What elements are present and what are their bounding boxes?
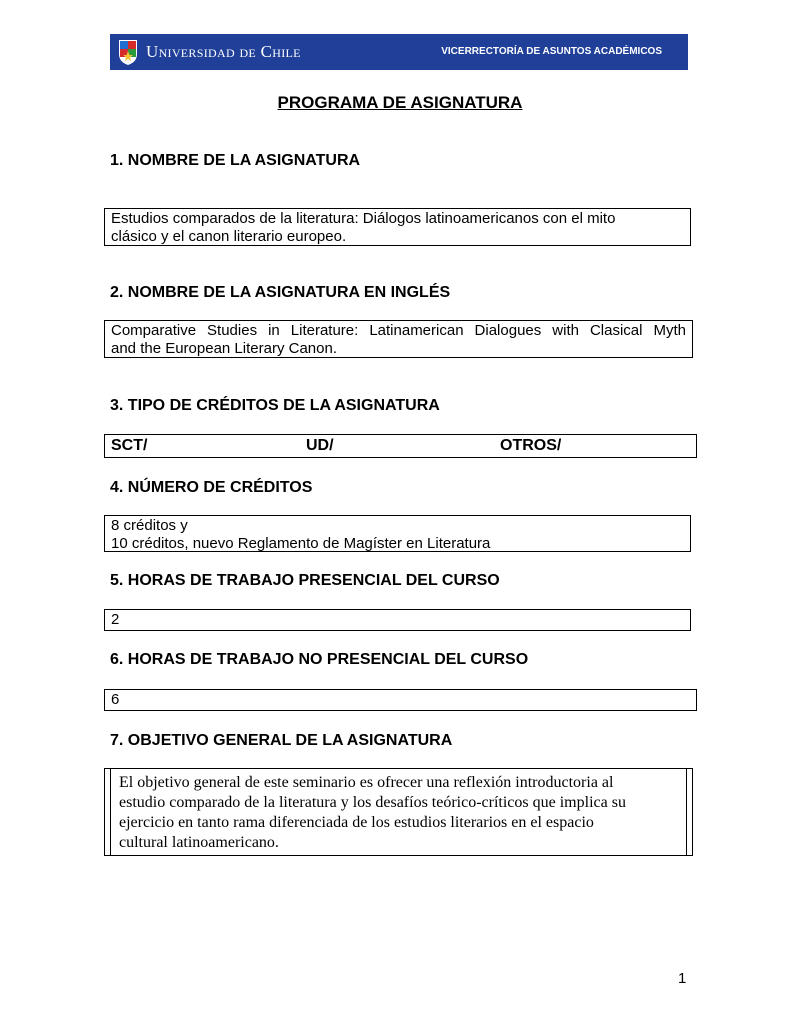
credit-type-sct: SCT/: [111, 437, 148, 454]
section-1-heading: 1. NOMBRE DE LA ASIGNATURA: [110, 152, 361, 169]
general-objective-box: [104, 768, 693, 856]
document-title: PROGRAMA DE ASIGNATURA: [277, 93, 523, 112]
credit-type-ud: UD/: [306, 437, 334, 454]
section-2-heading: 2. NOMBRE DE LA ASIGNATURA EN INGLÉS: [110, 284, 451, 301]
header-banner: [110, 34, 688, 70]
page-number: 1: [678, 970, 687, 987]
course-name-line-1: Estudios comparados de la literatura: Diálogos latinoamericanos con el mito: [111, 210, 616, 227]
course-name-english-box: [104, 320, 693, 358]
section-5-heading: 5. HORAS DE TRABAJO PRESENCIAL DEL CURSO: [110, 572, 500, 589]
contact-hours-value: 2: [111, 611, 120, 628]
credit-number-box: [104, 515, 691, 552]
university-name: Universidad de Chile: [146, 42, 301, 61]
department-name: VICERRECTORÍA DE ASUNTOS ACADÉMICOS: [441, 46, 662, 57]
university-crest-icon: [117, 38, 139, 66]
objective-line-3: ejercicio en tanto rama diferenciada de los estudios literarios en el espacio: [119, 814, 594, 831]
credit-type-otros: OTROS/: [500, 437, 562, 454]
objective-line-4: cultural latinoamericano.: [119, 834, 279, 851]
credit-type-box: [104, 434, 697, 458]
general-objective-text: [110, 769, 687, 855]
contact-hours-box: [104, 609, 691, 631]
objective-line-1: El objetivo general de este seminario es ofrecer una reflexión introductoria al: [119, 774, 614, 791]
section-4-heading: 4. NÚMERO DE CRÉDITOS: [110, 479, 313, 496]
objective-line-2: estudio comparado de la literatura y los desafíos teórico-críticos que implica su: [119, 794, 626, 811]
non-contact-hours-value: 6: [111, 691, 120, 708]
course-name-english-line-1: Comparative Studies in Literature: Latinamerican Dialogues with Clasical Myth: [111, 322, 686, 339]
non-contact-hours-box: [104, 689, 697, 711]
section-6-heading: 6. HORAS DE TRABAJO NO PRESENCIAL DEL CURSO: [110, 651, 529, 668]
credit-number-line-2: 10 créditos, nuevo Reglamento de Magíster en Literatura: [111, 535, 491, 552]
section-3-heading: 3. TIPO DE CRÉDITOS DE LA ASIGNATURA: [110, 397, 440, 414]
course-name-line-2: clásico y el canon literario europeo.: [111, 228, 347, 245]
credit-number-line-1: 8 créditos y: [111, 517, 188, 534]
course-name-english-line-2: and the European Literary Canon.: [111, 340, 337, 357]
course-name-box: [104, 208, 691, 246]
section-7-heading: 7. OBJETIVO GENERAL DE LA ASIGNATURA: [110, 732, 453, 749]
